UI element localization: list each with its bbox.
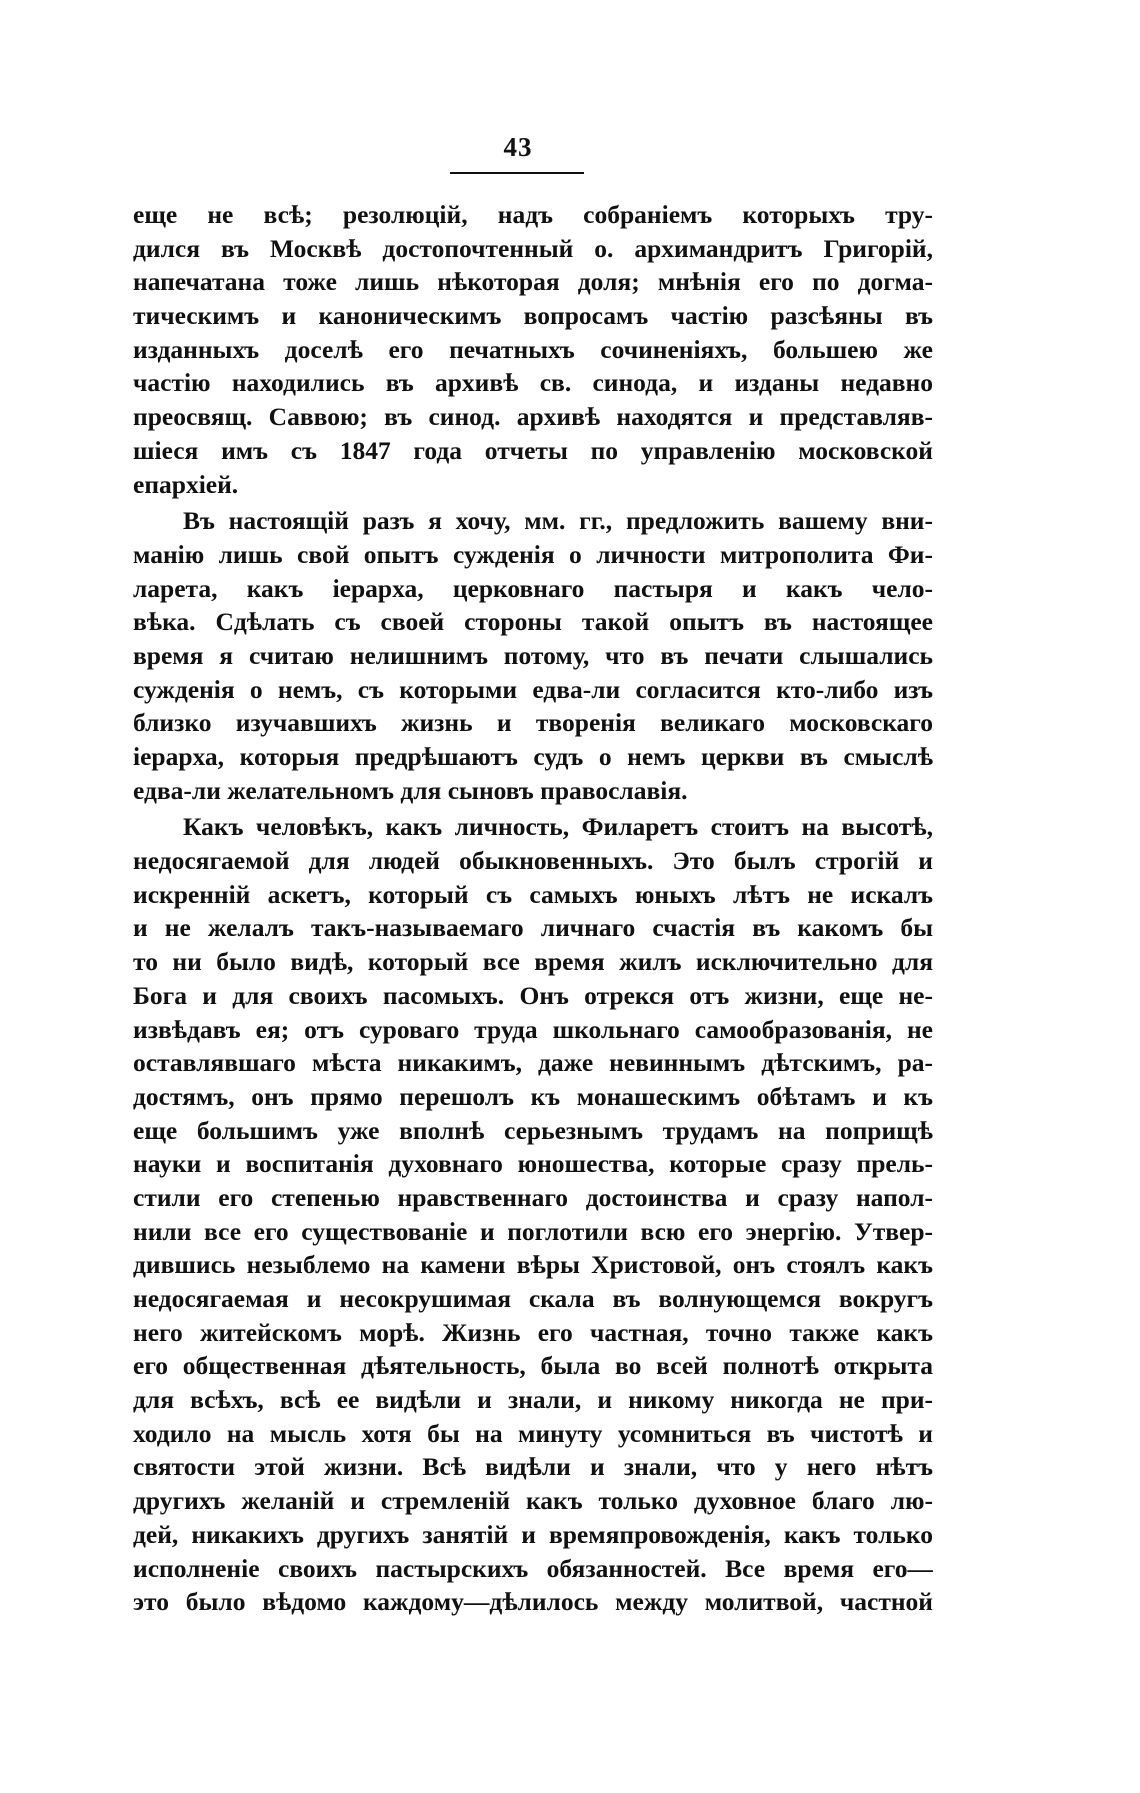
text-line: епархіей. — [133, 469, 239, 499]
text-line: напечатана тоже лишь нѣкоторая доля; мнѣнія его по догма- — [133, 267, 933, 297]
text-line: дей, никакихъ другихъ занятій и времяпровожденія, какъ только — [133, 1519, 933, 1549]
paragraph-1 — [133, 198, 933, 501]
text-line: Бога и для своихъ пасомыхъ. Онъ отрекся отъ жизни, еще не- — [133, 980, 933, 1010]
paragraph-3 — [133, 810, 933, 1619]
text-line: Въ настоящій разъ я хочу, мм. гг., предложить вашему вни- — [183, 506, 933, 536]
paragraph-2 — [133, 504, 933, 807]
text-line: и не желалъ такъ-называемаго личнаго счастія въ какомъ бы — [133, 913, 933, 943]
text-line: преосвящ. Саввою; въ синод. архивѣ находятся и представляв- — [133, 402, 933, 432]
text-line: извѣдавъ ея; отъ суроваго труда школьнаго самообразованія, не — [133, 1014, 933, 1044]
text-line: недосягаемой для людей обыкновенныхъ. Это былъ строгій и — [133, 846, 933, 876]
text-line: оставлявшаго мѣста никакимъ, даже невиннымъ дѣтскимъ, ра- — [133, 1048, 933, 1078]
text-line: это было вѣдомо каждому—дѣлилось между молитвой, частной — [133, 1587, 933, 1617]
text-line: вѣка. Сдѣлать съ своей стороны такой опытъ въ настоящее — [133, 607, 933, 637]
text-line: шіеся имъ съ 1847 года отчеты по управленію московской — [133, 435, 933, 465]
text-line: его общественная дѣятельность, была во всей полнотѣ открыта — [133, 1351, 933, 1381]
text-line: едва-ли желательномъ для сыновъ православія. — [133, 775, 688, 805]
page-number: 43 — [503, 132, 533, 162]
text-line: частію находились въ архивѣ св. синода, и изданы недавно — [133, 368, 933, 398]
text-line: исполненіе своихъ пастырскихъ обязанностей. Все время его— — [133, 1553, 933, 1583]
text-line: него житейскомъ морѣ. Жизнь его частная, точно также какъ — [133, 1317, 933, 1347]
text-line: Какъ человѣкъ, какъ личность, Филаретъ стоитъ на высотѣ, — [183, 812, 933, 842]
text-line: недосягаемая и несокрушимая скала въ волнующемся вокругъ — [133, 1284, 933, 1313]
text-line: сужденія о немъ, съ которыми едва-ли согласится кто-либо изъ — [133, 674, 933, 704]
text-line: святости этой жизни. Всѣ видѣли и знали, что у него нѣтъ — [133, 1452, 933, 1482]
text-line: еще большимъ уже вполнѣ серьезнымъ трудамъ на поприщѣ — [133, 1115, 933, 1145]
text-line: манію лишь свой опытъ сужденія о личности митрополита Фи- — [133, 539, 933, 569]
text-line: близко изучавшихъ жизнь и творенія великаго московскаго — [133, 708, 933, 738]
text-line: искренній аскетъ, который съ самыхъ юныхъ лѣтъ не искалъ — [133, 879, 933, 909]
text-line: ларета, какъ іерарха, церковнаго пастыря и какъ чело- — [133, 573, 933, 603]
text-line: стили его степенью нравственнаго достоинства и сразу напол- — [133, 1182, 933, 1212]
text-line: достямъ, онъ прямо перешолъ къ монашескимъ обѣтамъ и къ — [133, 1081, 933, 1111]
text-line: еще не всѣ; резолюцій, надъ собраніемъ которыхъ тру- — [133, 200, 933, 229]
text-line: іерарха, которыя предрѣшаютъ судъ о немъ церкви въ смыслѣ — [133, 742, 933, 771]
text-line: ходило на мысль хотя бы на минуту усомниться въ чистотѣ и — [133, 1418, 933, 1448]
text-line: дившись незыблемо на камени вѣры Христовой, онъ стоялъ какъ — [133, 1250, 933, 1280]
text-line: для всѣхъ, всѣ ее видѣли и знали, и никому никогда не при- — [133, 1385, 933, 1415]
text-line: нили все его существованіе и поглотили всю его энергію. Утвер- — [133, 1216, 933, 1246]
text-line: науки и воспитанія духовнаго юношества, которые сразу прель- — [133, 1149, 933, 1179]
text-line: другихъ желаній и стремленій какъ только духовное благо лю- — [133, 1486, 933, 1516]
text-line: время я считаю нелишнимъ потому, что въ печати слышались — [133, 640, 933, 670]
text-line: то ни было видѣ, который все время жилъ исключительно для — [133, 947, 933, 977]
body-text — [133, 198, 933, 1619]
text-line: изданныхъ доселѣ его печатныхъ сочиненіяхъ, большею же — [133, 334, 933, 364]
header-rule — [450, 172, 584, 174]
text-line: дился въ Москвѣ достопочтенный о. архимандритъ Григорій, — [133, 233, 933, 263]
text-line: тическимъ и каноническимъ вопросамъ частію разсѣяны въ — [133, 301, 933, 331]
